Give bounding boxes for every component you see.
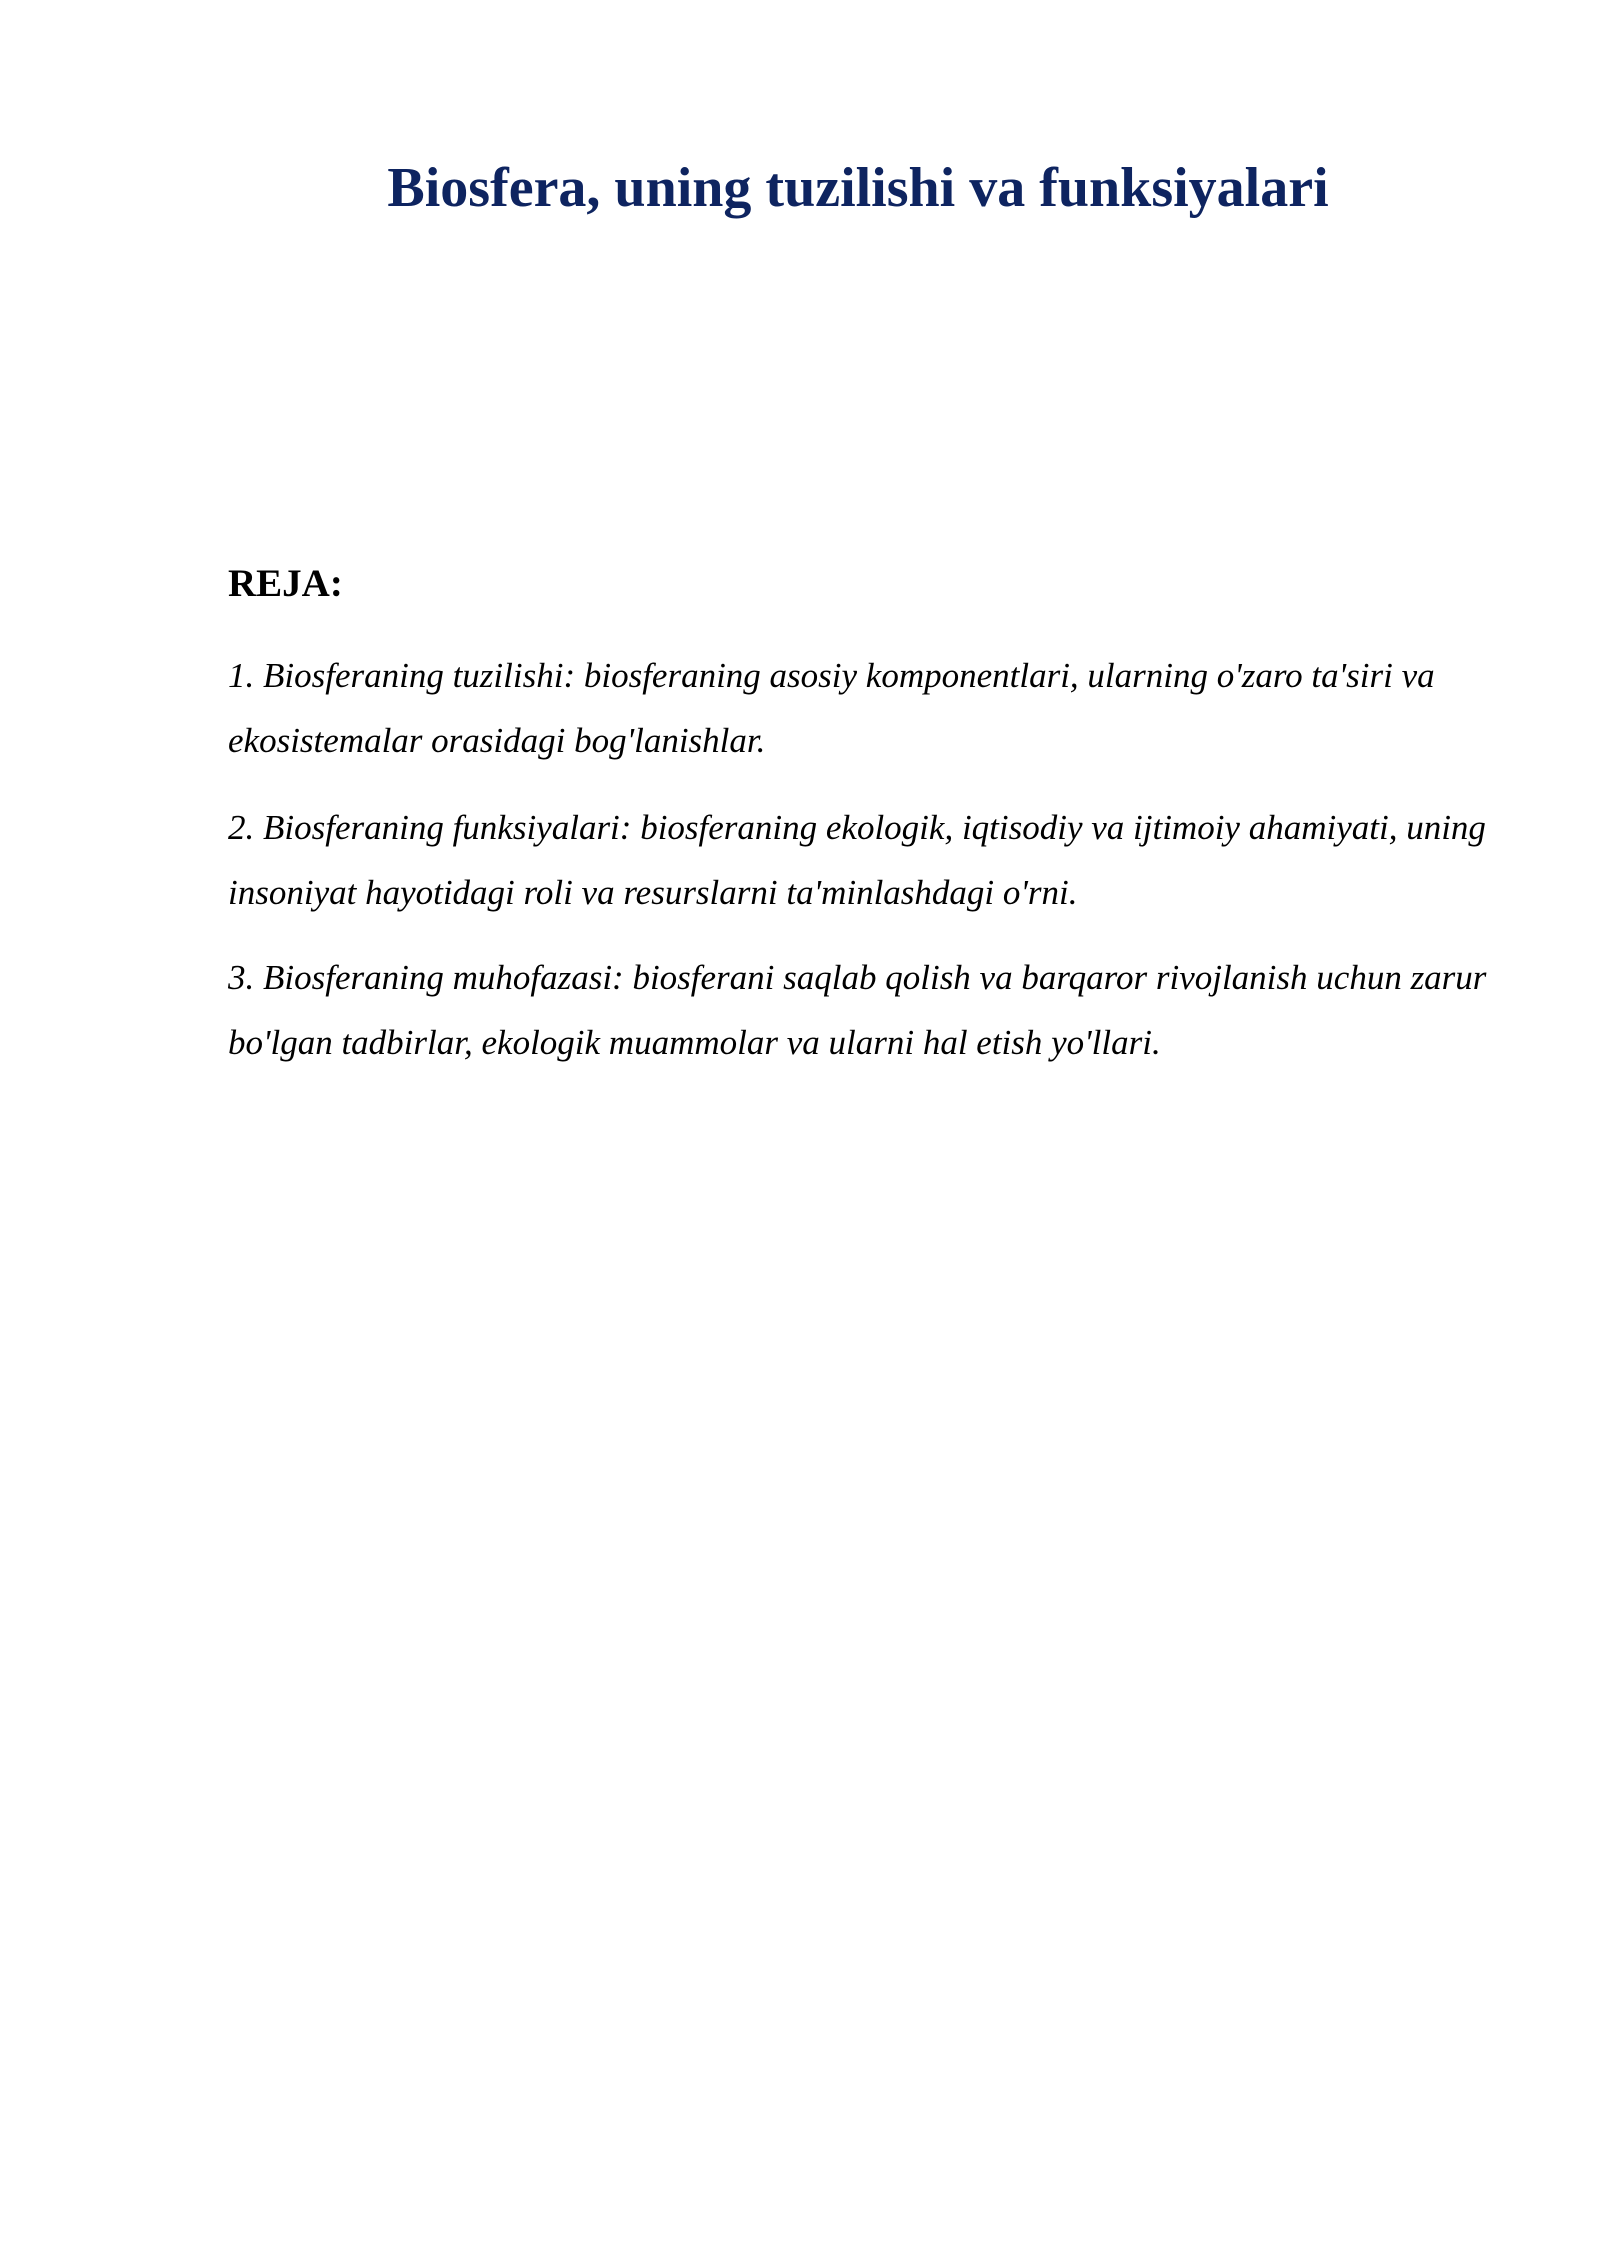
plan-item-1: 1. Biosferaning tuzilishi: biosferaning asosiy komponentlari, ularning o'zaro ta'siri va ekosistemalar orasidagi bog'lanishlar.: [228, 656, 1435, 760]
plan-heading: REJA:: [228, 562, 343, 605]
plan-item-3: 3. Biosferaning muhofazasi: biosferani saqlab qolish va barqaror rivojlanish uchun zarur bo'lgan tadbirlar, ekologik muammolar va ularni hal etish yo'llari.: [228, 958, 1487, 1062]
plan-item-2: 2. Biosferaning funksiyalari: biosferaning ekologik, iqtisodiy va ijtimoiy ahamiyati, uning insoniyat hayotidagi roli va resurslarni ta'minlashdagi o'rni.: [228, 808, 1486, 912]
document-title: Biosfera, uning tuzilishi va funksiyalari: [387, 157, 1329, 219]
